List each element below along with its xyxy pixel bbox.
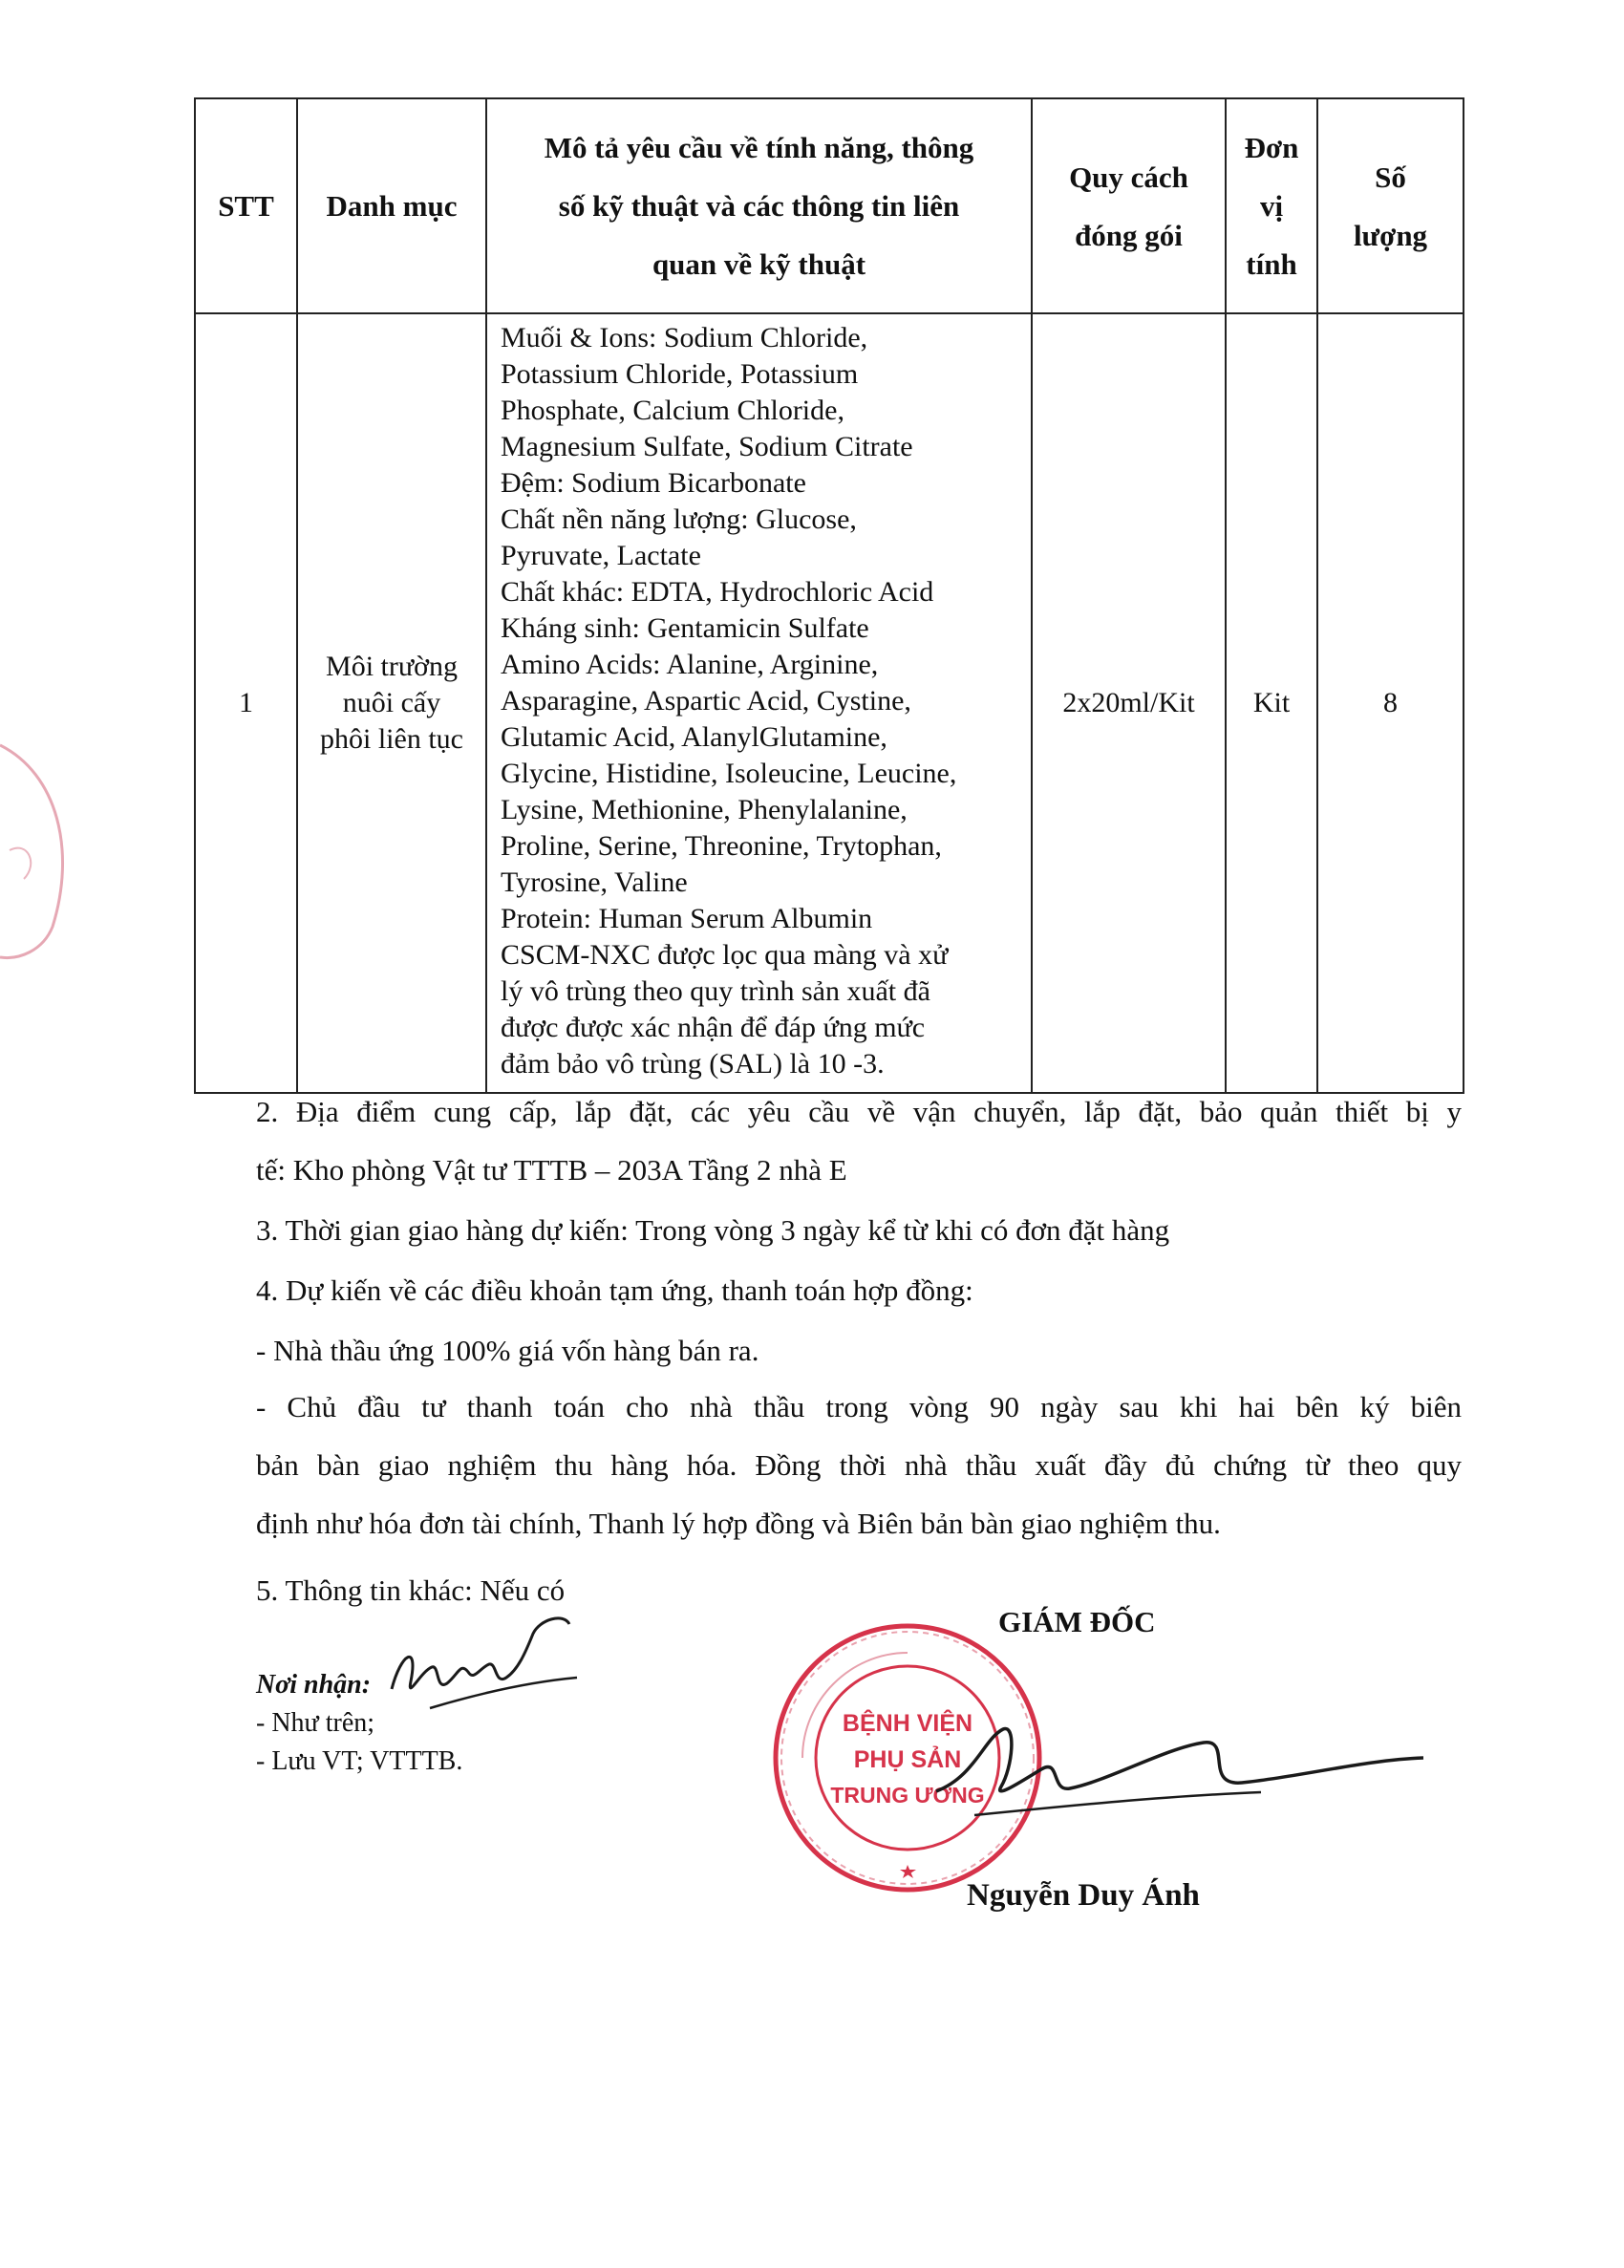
stamp-line: PHỤ SẢN <box>853 1746 962 1773</box>
section-3: 3. Thời gian giao hàng dự kiến: Trong vòng 3 ngày kể từ khi có đơn đặt hàng <box>256 1213 1170 1247</box>
header-unit <box>1226 98 1317 313</box>
description-line: Pyruvate, Lactate <box>501 540 701 571</box>
section-5: 5. Thông tin khác: Nếu có <box>256 1573 566 1607</box>
header-packaging-line: Quy cách <box>1069 160 1188 194</box>
section-4-advance: - Nhà thầu ứng 100% giá vốn hàng bán ra. <box>256 1334 759 1367</box>
header-packaging-line: đóng gói <box>1075 218 1183 252</box>
description-line: Phosphate, Calcium Chloride, <box>501 395 844 426</box>
category-line: nuôi cấy <box>342 687 441 718</box>
category-line: Môi trường <box>326 651 458 682</box>
header-unit-line: Đơn <box>1244 131 1299 164</box>
header-description-line: Mô tả yêu cầu về tính năng, thông <box>544 131 974 164</box>
section-4-payment-line-1: - Chủ đầu tư thanh toán cho nhà thầu trong vòng 90 ngày sau khi hai bên ký biên <box>256 1390 1462 1423</box>
cell-unit: Kit <box>1226 313 1317 1093</box>
header-quantity <box>1317 98 1464 313</box>
header-quantity-line: lượng <box>1353 218 1428 252</box>
stamp-line: TRUNG ƯƠNG <box>830 1783 985 1808</box>
description-line: Protein: Human Serum Albumin <box>501 903 873 934</box>
cell-stt: 1 <box>195 313 297 1093</box>
cell-quantity: 8 <box>1317 313 1464 1093</box>
section-2-line-1: 2. Địa điểm cung cấp, lắp đặt, các yêu cầu về vận chuyển, lắp đặt, bảo quản thiết bị y <box>256 1095 1462 1128</box>
description-line: Amino Acids: Alanine, Arginine, <box>501 649 879 680</box>
description-line: được được xác nhận để đáp ứng mức <box>501 1012 926 1043</box>
header-description-line: số kỹ thuật và các thông tin liên <box>558 189 960 223</box>
description-line: Đệm: Sodium Bicarbonate <box>501 467 806 499</box>
header-category: Danh mục <box>297 98 486 313</box>
director-signature <box>917 1701 1433 1844</box>
description-line: Muối & Ions: Sodium Chloride, <box>501 322 868 353</box>
section-4-payment-line-2: bản bàn giao nghiệm thu hàng hóa. Đồng thời nhà thầu xuất đầy đủ chứng từ theo quy <box>256 1448 1462 1482</box>
description-line: Glycine, Histidine, Isoleucine, Leucine, <box>501 758 957 789</box>
specification-table <box>194 97 1464 1094</box>
header-description-line: quan về kỹ thuật <box>652 247 866 281</box>
description-line: Proline, Serine, Threonine, Trytophan, <box>501 830 942 862</box>
recipient-item: - Như trên; <box>256 1708 375 1738</box>
cell-description <box>486 313 1032 1093</box>
header-stt: STT <box>195 98 297 313</box>
description-line: Glutamic Acid, AlanylGlutamine, <box>501 721 887 753</box>
table-header-row <box>195 98 1464 313</box>
section-2-line-2: tế: Kho phòng Vật tư TTTB – 203A Tầng 2 nhà E <box>256 1153 847 1187</box>
section-4-payment-line-3: định như hóa đơn tài chính, Thanh lý hợp đồng và Biên bản bàn giao nghiệm thu. <box>256 1507 1221 1540</box>
description-line: Potassium Chloride, Potassium <box>501 358 859 390</box>
description-line: Magnesium Sulfate, Sodium Citrate <box>501 431 913 462</box>
scan-side-mark <box>0 736 86 965</box>
description-line: Asparagine, Aspartic Acid, Cystine, <box>501 685 911 717</box>
recipients-title: Nơi nhận: <box>256 1670 372 1700</box>
description-line: CSCM-NXC được lọc qua màng và xử <box>501 939 949 971</box>
header-unit-line: tính <box>1246 247 1297 281</box>
section-4: 4. Dự kiến về các điều khoản tạm ứng, thanh toán hợp đồng: <box>256 1273 973 1307</box>
header-unit-line: vị <box>1259 189 1284 223</box>
description-line: Kháng sinh: Gentamicin Sulfate <box>501 612 869 644</box>
header-description <box>486 98 1032 313</box>
description-line: Tyrosine, Valine <box>501 867 688 898</box>
description-line: lý vô trùng theo quy trình sản xuất đã <box>501 975 930 1007</box>
cell-category <box>297 313 486 1093</box>
description-line: đảm bảo vô trùng (SAL) là 10 -3. <box>501 1048 885 1080</box>
description-line: Lysine, Methionine, Phenylalanine, <box>501 794 908 825</box>
signer-title: GIÁM ĐỐC <box>998 1605 1156 1638</box>
description-line: Chất nền năng lượng: Glucose, <box>501 503 857 535</box>
header-quantity-line: Số <box>1375 160 1406 194</box>
category-line: phôi liên tục <box>320 723 463 755</box>
recipient-item: - Lưu VT; VTTTB. <box>256 1746 463 1776</box>
table-row <box>195 313 1464 1093</box>
initials-signature <box>373 1615 592 1729</box>
description-line: Chất khác: EDTA, Hydrochloric Acid <box>501 576 934 608</box>
header-packaging <box>1032 98 1226 313</box>
signer-name: Nguyễn Duy Ánh <box>967 1878 1200 1913</box>
stamp-line: BỆNH VIỆN <box>842 1710 973 1737</box>
cell-packaging: 2x20ml/Kit <box>1032 313 1226 1093</box>
